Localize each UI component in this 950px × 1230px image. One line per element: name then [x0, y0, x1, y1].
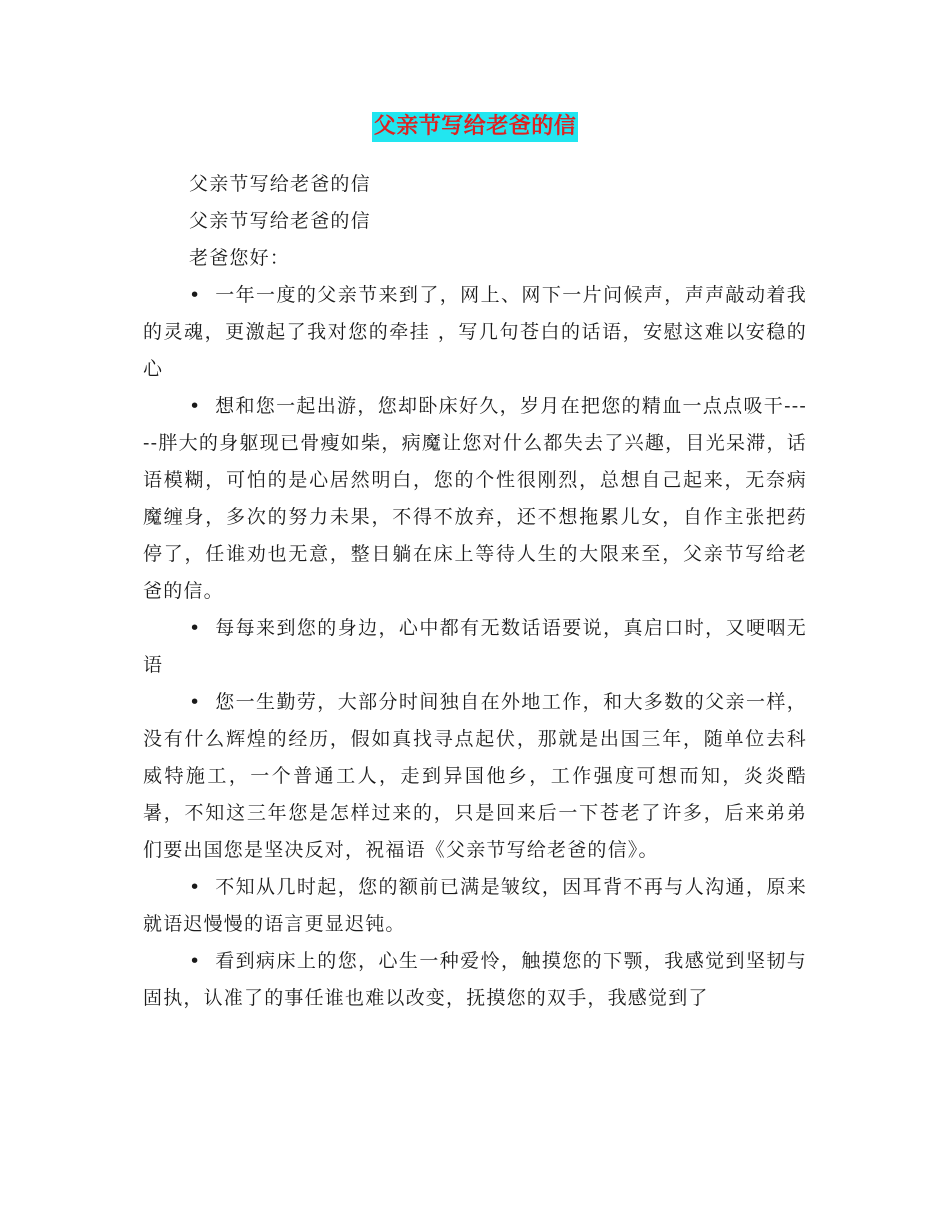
paragraph-text: 每每来到您的身边，心中都有无数话语要说，真启口时，又哽咽无语 [143, 617, 807, 676]
paragraph-3 [143, 610, 807, 684]
paragraph-text: 看到病床上的您，心生一种爱怜，触摸您的下颚，我感觉到坚韧与固执，认准了的事任谁也难以改变，抚摸您的双手，我感觉到了 [143, 950, 807, 1009]
bullet-icon: • [189, 691, 202, 713]
paragraph-text: 想和您一起出游，您却卧床好久，岁月在把您的精血一点点吸干-----胖大的身躯现已骨瘦如柴，病魔让您对什么都失去了兴趣，目光呆滞，话语模糊，可怕的是心居然明白，您的个性很刚烈，总想自己起来，无奈病魔缠身，多次的努力未果，不得不放弃，还不想拖累儿女，自作主张把药停了，任谁劝也无意，整日躺在床上等待人生的大限来至，父亲节写给老爸的信。 [143, 395, 807, 602]
bullet-icon: • [189, 395, 202, 417]
paragraph-2 [143, 388, 807, 610]
document-title: 父亲节写给老爸的信 [372, 112, 579, 142]
paragraph-6 [143, 943, 807, 1017]
paragraph-text: 一年一度的父亲节来到了，网上、网下一片问候声，声声敲动着我的灵魂，更激起了我对您的牵挂 ，写几句苍白的话语，安慰这难以安稳的心 [143, 284, 807, 380]
document-body [143, 166, 807, 1017]
paragraph-1 [143, 277, 807, 388]
bullet-icon: • [189, 284, 202, 306]
paragraph-text: 不知从几时起，您的额前已满是皱纹，因耳背不再与人沟通，原来就语迟慢慢的语言更显迟钝。 [143, 876, 807, 935]
bullet-icon: • [189, 950, 202, 972]
bullet-icon: • [189, 876, 202, 898]
paragraph-4 [143, 684, 807, 869]
bullet-icon: • [189, 617, 202, 639]
subtitle-line-2: 父亲节写给老爸的信 [189, 210, 371, 232]
subtitle-line-1: 父亲节写给老爸的信 [189, 173, 371, 195]
paragraph-5 [143, 869, 807, 943]
paragraph-text: 您一生勤劳，大部分时间独自在外地工作，和大多数的父亲一样，没有什么辉煌的经历，假如真找寻点起伏，那就是出国三年，随单位去科威特施工，一个普通工人，走到异国他乡，工作强度可想而知，炎炎酷暑，不知这三年您是怎样过来的，只是回来后一下苍老了许多，后来弟弟们要出国您是坚决反对，祝福语《父亲节写给老爸的信》。 [143, 691, 807, 861]
greeting-line: 老爸您好： [189, 247, 291, 269]
title-wrap [0, 112, 950, 142]
